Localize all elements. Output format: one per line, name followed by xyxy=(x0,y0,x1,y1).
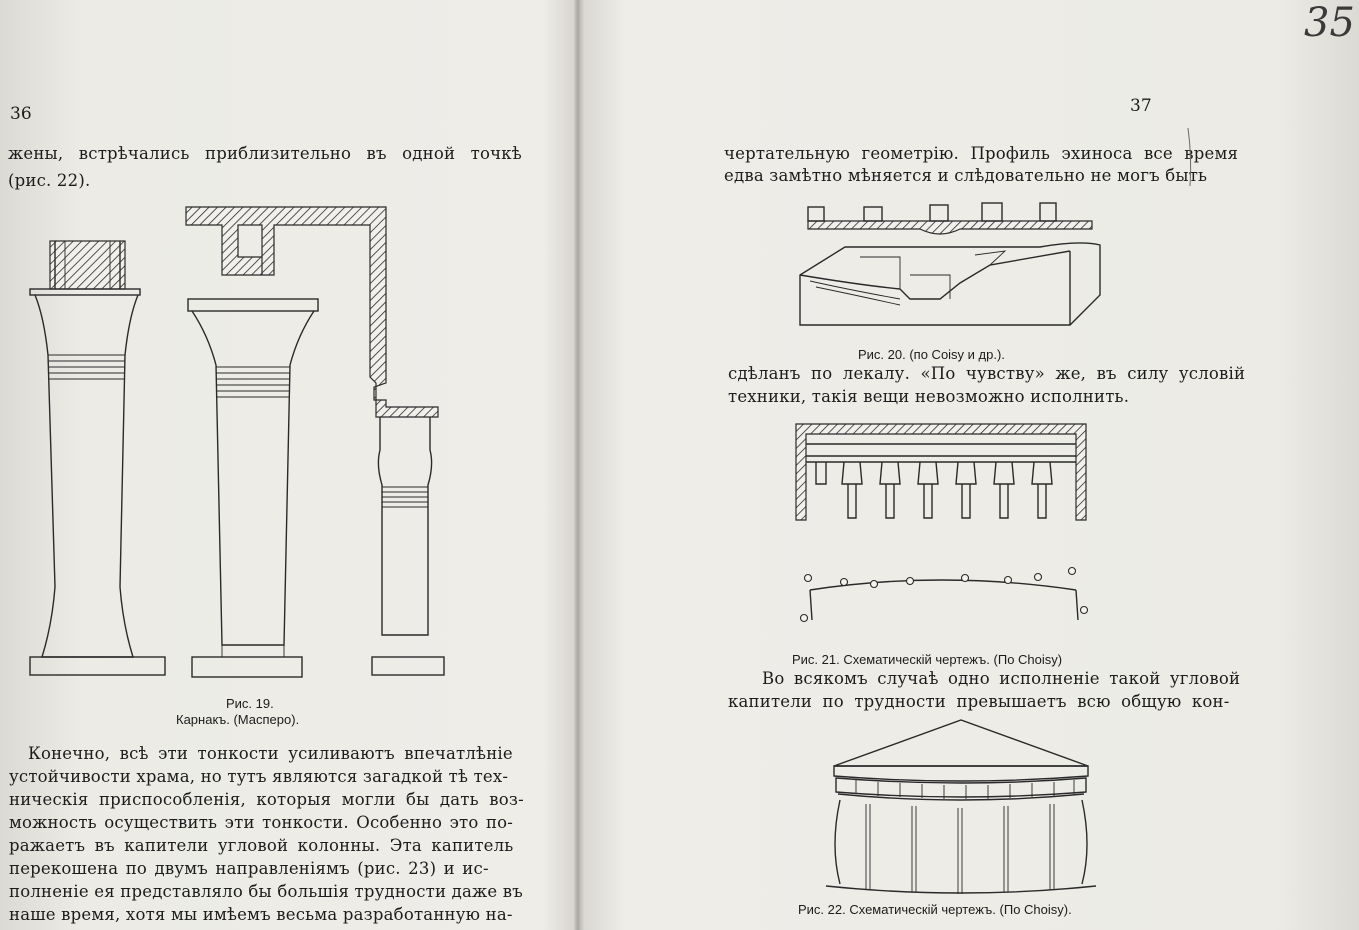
right-top-line-2: едва замѣтно мѣняется и слѣдовательно не могъ быть xyxy=(724,166,1208,185)
fig21-column-stubs xyxy=(816,462,1052,518)
pencil-margin-mark xyxy=(1186,128,1196,188)
figure-19-caption-number: Рис. 19. xyxy=(226,696,274,711)
fig22-columns xyxy=(866,804,1054,894)
right-middle-line-2: техники, такія вещи невозможно исполнить. xyxy=(728,387,1130,406)
left-body-line-2: устойчивости храма, но тутъ являются загадкой тѣ тех- xyxy=(9,767,509,786)
fig21-dots xyxy=(801,568,1088,622)
figure-19-karnak-columns xyxy=(0,195,575,695)
left-top-line-1: жены, встрѣчались приблизительно въ одной точкѣ xyxy=(8,144,522,163)
page-number-right: 37 xyxy=(1130,96,1152,116)
right-lower-line-1: Во всякомъ случаѣ одно исполненіе такой угловой xyxy=(762,669,1241,688)
right-top-line-1: чертательную геометрію. Профиль эхиноса все время xyxy=(724,144,1239,163)
right-middle-line-1: сдѣланъ по лекалу. «По чувству» же, въ силу условій xyxy=(728,364,1246,383)
left-body-line-5: ражаетъ въ капители угловой колонны. Эта капитель xyxy=(9,836,514,855)
left-body-line-1: Конечно, всѣ эти тонкости усиливаютъ впечатлѣніе xyxy=(28,744,513,763)
left-body-line-7: полненіе ея представляло бы большія трудности даже въ xyxy=(9,882,523,901)
left-top-line-2: (рис. 22). xyxy=(8,171,91,190)
page-number-left: 36 xyxy=(10,104,32,124)
left-body-line-8: наше время, хотя мы имѣемъ весьма разработанную на- xyxy=(9,905,513,924)
figure-20-caption: Рис. 20. (по Coisy и др.). xyxy=(858,347,1005,362)
left-page xyxy=(0,0,578,930)
figure-22-tholos-schematic xyxy=(826,716,1096,896)
column-2-drawing xyxy=(186,207,438,677)
column-1-drawing xyxy=(30,241,165,675)
handwritten-page-number: 35 xyxy=(1304,0,1355,46)
figure-22-caption: Рис. 22. Схематическій чертежъ. (По Choisy). xyxy=(798,902,1072,917)
right-lower-line-2: капители по трудности превышаетъ всю общую кон- xyxy=(728,692,1230,711)
figure-20-echinus-profile xyxy=(800,195,1100,335)
column-3-drawing xyxy=(372,417,444,675)
figure-19-caption-text: Карнакъ. (Масперо). xyxy=(176,712,300,727)
left-body-line-6: перекошена по двумъ направленіямъ (рис. 23) и ис- xyxy=(9,859,489,878)
figure-21-corner-capital xyxy=(790,420,1090,645)
figure-21-caption: Рис. 21. Схематическій чертежъ. (По Choisy) xyxy=(792,652,1063,667)
right-page xyxy=(582,0,1359,930)
left-body-line-3: ническія приспособленія, которыя могли бы дать воз- xyxy=(9,790,524,809)
left-body-line-4: можность осуществить эти тонкости. Особенно это по- xyxy=(9,813,514,832)
